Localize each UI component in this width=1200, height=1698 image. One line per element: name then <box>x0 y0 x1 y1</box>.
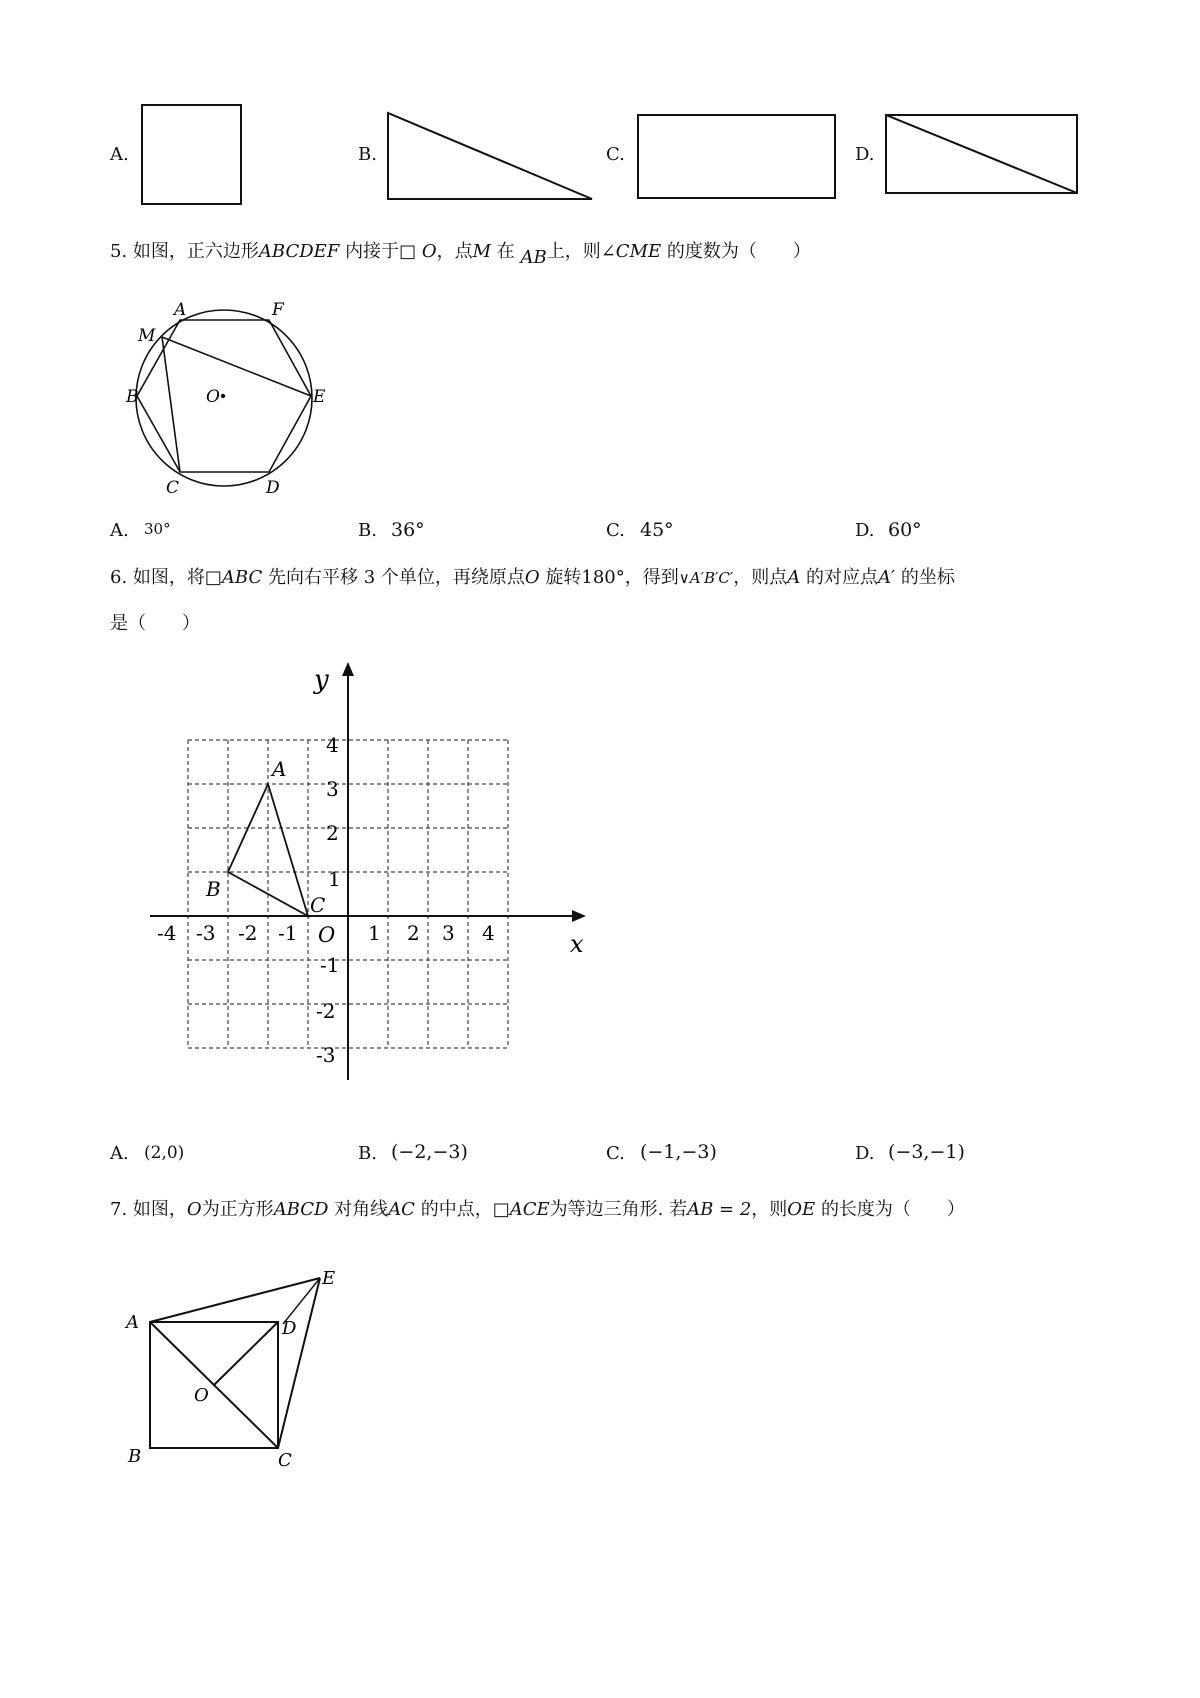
q6-figure-coordinate-grid <box>140 650 600 1100</box>
q4-option-b-label: B. <box>358 144 377 165</box>
q5-label-a: A <box>174 300 187 320</box>
q5-point-m: M <box>472 241 492 262</box>
q5-circle-symbol: □ <box>399 241 417 262</box>
q7-figure-square-triangle <box>120 1260 360 1475</box>
q6-y-tick-4: 4 <box>326 733 339 757</box>
q5-label-c: C <box>166 478 180 498</box>
q6-option-a-value: (2,0) <box>144 1143 185 1163</box>
q6-text-6: 的坐标 <box>900 567 955 588</box>
q5-hexagon-name: ABCDEF <box>258 241 340 262</box>
q5-stem <box>110 238 811 266</box>
q6-x-tick-3: 3 <box>442 921 455 945</box>
q7-point-o: O <box>186 1199 202 1220</box>
q6-triangle-abc: □ABC <box>204 567 263 588</box>
q7-diagonal-ac: AC <box>388 1199 415 1220</box>
q6-option-c-label: C. <box>606 1143 625 1164</box>
q7-text-4: 的中点， <box>420 1199 493 1220</box>
q6-x-tick-2: 2 <box>407 921 420 945</box>
q6-y-tick-neg1: -1 <box>320 953 340 977</box>
q4-option-c-label: C. <box>606 144 625 165</box>
q7-text-5: 为等边三角形. 若 <box>549 1199 688 1220</box>
q5-label-m: M <box>138 326 156 346</box>
q6-y-tick-neg2: -2 <box>316 999 336 1023</box>
q5-label-d: D <box>266 478 280 498</box>
q6-label-c: C <box>310 893 326 917</box>
q6-point-a: A <box>787 567 801 588</box>
q6-axis-y-label: y <box>314 665 329 695</box>
q7-triangle-ace: □ACE <box>492 1199 550 1220</box>
q5-angle-cme: ∠CME <box>600 241 662 262</box>
q5-label-b: B <box>126 387 139 407</box>
q5-option-d-label: D. <box>855 520 875 541</box>
q5-option-c-label: C. <box>606 520 625 541</box>
q5-number: 5. <box>110 241 128 262</box>
q6-label-a: A <box>272 757 287 781</box>
q7-label-a: A <box>126 1312 139 1333</box>
q7-label-b: B <box>128 1446 142 1467</box>
q5-text-2: 内接于 <box>345 241 400 262</box>
q7-text-2: 为正方形 <box>201 1199 274 1220</box>
q5-option-b-value: 36° <box>391 519 425 541</box>
q6-label-b: B <box>206 877 221 901</box>
q5-option-b-label: B. <box>358 520 377 541</box>
q6-option-b-label: B. <box>358 1143 377 1164</box>
q6-option-c-value: (−1,−3) <box>640 1141 717 1163</box>
q7-text-7: 的长度为（ ） <box>820 1199 965 1220</box>
q5-option-a-label: A. <box>110 520 129 541</box>
q4-option-a-square <box>140 103 244 207</box>
q6-text-1: 如图，将 <box>132 567 205 588</box>
q7-stem <box>110 1196 965 1224</box>
q4-option-d-rectangle-diagonal <box>884 113 1080 197</box>
q6-x-tick-neg4: -4 <box>157 921 177 945</box>
q5-label-e: E <box>313 387 326 407</box>
q6-option-d-label: D. <box>855 1143 875 1164</box>
q6-x-tick-neg2: -2 <box>238 921 258 945</box>
q6-y-tick-2: 2 <box>326 821 339 845</box>
q5-option-a-value: 30° <box>144 520 171 538</box>
q7-text-1: 如图， <box>132 1199 187 1220</box>
q7-label-e: E <box>322 1268 336 1289</box>
q6-stem-line-1 <box>110 564 955 592</box>
q5-option-c-value: 45° <box>640 519 674 541</box>
q6-text-2: 先向右平移 3 个单位，再绕原点 <box>268 567 525 588</box>
q6-origin-o: O <box>524 567 540 588</box>
q7-label-c: C <box>278 1450 292 1471</box>
q5-text-4: 在 <box>496 241 515 262</box>
q7-label-o: O <box>194 1385 209 1406</box>
q5-figure-hexagon-in-circle <box>120 295 360 505</box>
q6-text-3: 旋转180°，得到 <box>545 567 679 588</box>
q6-y-tick-3: 3 <box>326 777 339 801</box>
q6-x-tick-4: 4 <box>482 921 495 945</box>
q7-equation: AB = 2 <box>687 1199 752 1220</box>
q6-number: 6. <box>110 567 128 588</box>
q5-label-f: F <box>272 300 284 320</box>
q7-label-d: D <box>282 1318 297 1339</box>
q4-option-c-rectangle <box>636 113 838 201</box>
q6-triangle-a-b-c-prime: ∨A′B′C′ <box>678 569 734 587</box>
q6-option-b-value: (−2,−3) <box>391 1141 468 1163</box>
q4-option-a-label: A. <box>110 144 129 165</box>
q7-text-6: ，则 <box>751 1199 788 1220</box>
q4-option-d-label: D. <box>855 144 875 165</box>
q5-text-5: 上，则 <box>546 241 601 262</box>
q5-circle-center: O <box>421 241 437 262</box>
q6-x-tick-neg3: -3 <box>196 921 216 945</box>
q4-option-b-triangle <box>386 111 596 203</box>
q6-origin-label: O <box>318 923 336 947</box>
q7-number: 7. <box>110 1199 128 1220</box>
q5-label-o: O <box>206 387 220 407</box>
q6-y-tick-1: 1 <box>328 867 341 891</box>
q6-text-4: ，则点 <box>733 567 788 588</box>
q5-arc-ab: AB <box>520 247 547 268</box>
q6-axis-x-label: x <box>570 930 584 958</box>
q5-text-3: ，点 <box>436 241 473 262</box>
q6-point-a-prime: A′ <box>878 567 896 588</box>
q5-option-d-value: 60° <box>888 519 922 541</box>
q5-text-1: 如图，正六边形 <box>132 241 259 262</box>
q7-square-abcd: ABCD <box>273 1199 329 1220</box>
q5-text-6: 的度数为（ ） <box>666 241 811 262</box>
q6-option-d-value: (−3,−1) <box>888 1141 965 1163</box>
q6-option-a-label: A. <box>110 1143 129 1164</box>
q7-segment-oe: OE <box>787 1199 816 1220</box>
q6-stem-line-2: 是（ ） <box>110 613 200 634</box>
q6-text-5: 的对应点 <box>806 567 879 588</box>
q6-x-tick-neg1: -1 <box>278 921 298 945</box>
q6-x-tick-1: 1 <box>368 921 381 945</box>
q7-text-3: 对角线 <box>334 1199 389 1220</box>
q6-y-tick-neg3: -3 <box>316 1043 336 1067</box>
